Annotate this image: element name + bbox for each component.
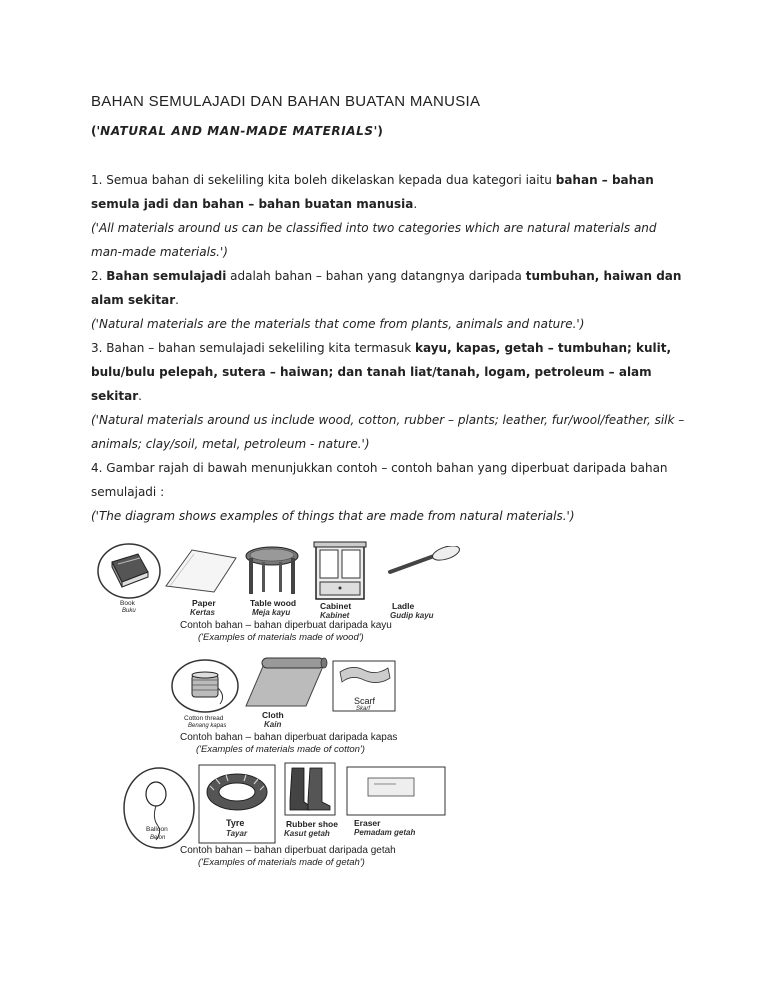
cabinet-icon [312, 540, 368, 602]
paragraph-4-translation: ('The diagram shows examples of things that are made from natural materials.') [91, 509, 575, 523]
paragraph-1-translation: ('All materials around us can be classified into two categories which are natural materials and man-made materials.') [91, 221, 657, 259]
rubber-caption-en: ('Examples of materials made of getah') [198, 857, 365, 868]
item-label-ms: Buku [122, 608, 136, 614]
paragraph-1 [91, 168, 691, 216]
item-label-en: Tyre [226, 818, 245, 828]
item-label-ms: Meja kayu [252, 608, 291, 617]
item-label-ms: Tayar [226, 829, 248, 838]
item-label-en: Cabinet [320, 601, 352, 611]
p2-text-d: . [175, 293, 179, 307]
item-label-ms: Belon [150, 835, 166, 841]
p2-text-a: 2. [91, 269, 107, 283]
item-label-en: Rubber shoe [286, 819, 338, 829]
item-label-ms: Skarf [356, 706, 371, 712]
cotton-caption-en: ('Examples of materials made of cotton') [196, 744, 365, 755]
item-label-en: Eraser [354, 818, 381, 828]
item-label-en: Scarf [354, 696, 376, 706]
ladle-icon [384, 546, 464, 582]
item-label-ms: Gudip kayu [390, 611, 434, 620]
eraser-icon [346, 766, 446, 816]
item-label-en: Cloth [262, 710, 284, 720]
subtitle-open-quote: (' [91, 124, 101, 138]
p1-text-a: 1. Semua bahan di sekeliling kita boleh dikelaskan kepada dua kategori iaitu [91, 173, 556, 187]
subtitle-close-quote: ') [373, 124, 383, 138]
cotton-thread-icon [170, 658, 240, 714]
p2-text-c: adalah bahan – bahan yang datangnya daripada [226, 269, 526, 283]
page-subtitle [91, 124, 383, 138]
cloth-roll-icon [242, 654, 328, 710]
item-label-ms: Pemadam getah [354, 828, 416, 837]
item-label-en: Balloon [146, 826, 168, 833]
wood-caption-ms: Contoh bahan – bahan diperbuat daripada kayu [180, 620, 392, 631]
paragraph-3 [91, 336, 691, 408]
paragraph-4: 4. Gambar rajah di bawah menunjukkan contoh – contoh bahan yang diperbuat daripada bahan semulajadi : [91, 461, 668, 499]
p1-text-c: . [413, 197, 418, 211]
rubber-boots-icon [284, 762, 336, 816]
p3-text-c: . [138, 389, 142, 403]
item-label-ms: Kain [264, 720, 282, 729]
p3-text-a: 3. Bahan – bahan semulajadi sekeliling kita termasuk [91, 341, 416, 355]
paragraph-3-translation: ('Natural materials around us include wood, cotton, rubber – plants; leather, fur/wool/feather, silk – animals; clay/soil, metal, petroleum - nature.') [91, 413, 685, 451]
table-icon [244, 544, 300, 596]
page-title: BAHAN SEMULAJADI DAN BAHAN BUATAN MANUSIA [91, 93, 481, 110]
cotton-caption-ms: Contoh bahan – bahan diperbuat daripada kapas [180, 732, 398, 743]
item-label-en: Paper [192, 598, 216, 608]
item-label-en: Cotton thread [184, 715, 224, 722]
item-label-ms: Kertas [190, 608, 215, 617]
book-icon [96, 542, 162, 600]
paragraph-2 [91, 264, 691, 312]
p3-bold-1: kayu, kapas, getah – tumbuhan; kulit, bulu/bulu pelepah, sutera – haiwan; dan tanah liat/tanah, logam, petroleum – alam sekitar [91, 341, 672, 403]
item-label-en: Book [120, 600, 135, 607]
rubber-caption-ms: Contoh bahan – bahan diperbuat daripada getah [180, 845, 396, 856]
paper-icon [162, 546, 240, 596]
item-label-ms: Kasut getah [284, 829, 330, 838]
wood-caption-en: ('Examples of materials made of wood') [198, 632, 364, 643]
item-label-ms: Benang kapas [188, 723, 227, 729]
subtitle-text: NATURAL AND MAN-MADE MATERIALS [100, 124, 374, 138]
item-label-en: Ladle [392, 601, 415, 611]
p1-bold-1: bahan – bahan semula jadi dan bahan – bahan buatan manusia [91, 173, 654, 211]
paragraph-2-translation: ('Natural materials are the materials that come from plants, animals and nature.') [91, 317, 585, 331]
item-label-en: Table wood [250, 598, 297, 608]
p2-bold-2: tumbuhan, haiwan dan alam sekitar [91, 269, 682, 307]
item-label-ms: Kabinet [320, 611, 350, 620]
p2-bold-1: Bahan semulajadi [106, 269, 227, 283]
